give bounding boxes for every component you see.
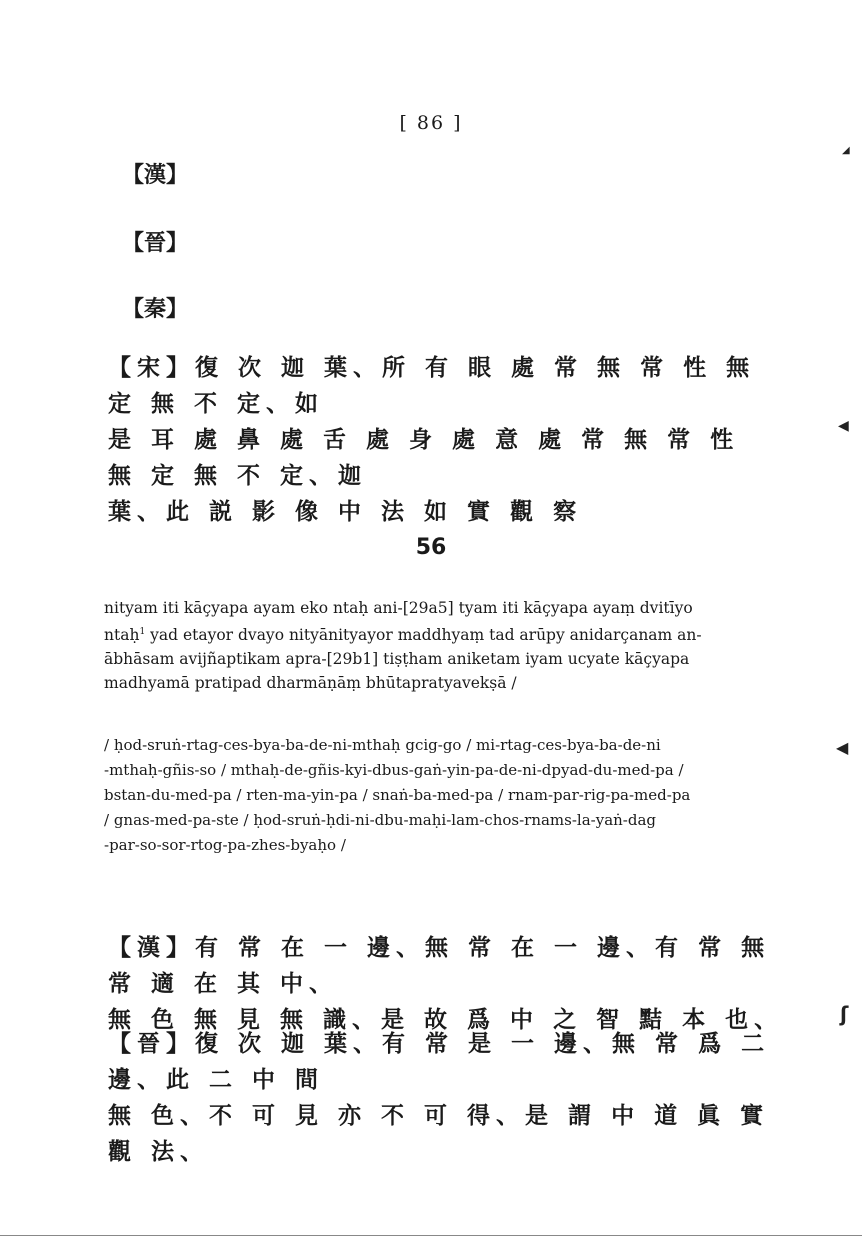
- page-number: [ 86 ]: [399, 112, 463, 134]
- tibetan-line: -mthaḥ-gñis-so / mthaḥ-de-gñis-kyi-dbus-gaṅ-yin-pa-de-ni-dpyad-du-med-pa /: [104, 761, 684, 779]
- scan-edge-line: [0, 1235, 862, 1236]
- song-line: 【宋】復 次 迦 葉、所 有 眼 處 常 無 常 性 無 定 無 不 定、如: [108, 354, 756, 417]
- footnote-marker: 1: [139, 627, 146, 637]
- song-line: 是 耳 處 鼻 處 舌 處 身 處 意 處 常 無 常 性 無 定 無 不 定、迦: [108, 426, 740, 489]
- song-translation: [108, 350, 768, 530]
- tibetan-line: / ḥod-sruṅ-rtag-ces-bya-ba-de-ni-mthaḥ gcig-go / mi-rtag-ces-bya-ba-de-ni: [104, 736, 661, 754]
- tibetan-line: -par-so-sor-rtog-pa-zhes-byaḥo /: [104, 836, 346, 854]
- jin-line: 無 色、不 可 見 亦 不 可 得、是 謂 中 道 眞 實 觀 法、: [108, 1102, 770, 1165]
- tibetan-line: bstan-du-med-pa / rten-ma-yin-pa / snaṅ-ba-med-pa / rnam-par-rig-pa-med-pa: [104, 786, 691, 804]
- section-number: 56: [415, 535, 447, 560]
- jin-translation: [108, 1026, 788, 1170]
- scan-mark: ◀: [838, 418, 849, 434]
- han-translation: [108, 930, 788, 1038]
- tibetan-text: [104, 733, 772, 858]
- sanskrit-line: nityam iti kāçyapa ayam eko ntaḥ ani-[29a5] tyam iti kāçyapa ayaṃ dvitīyo: [104, 599, 693, 617]
- sanskrit-line: ābhāsam avijñaptikam apra-[29b1] tiṣṭham aniketam iyam ucyate kāçyapa: [104, 650, 690, 669]
- tibetan-line: / gnas-med-pa-ste / ḥod-sruṅ-ḥdi-ni-dbu-maḥi-lam-chos-rnams-la-yaṅ-dag: [104, 811, 657, 829]
- song-line: 葉、此 説 影 像 中 法 如 實 觀 察: [108, 498, 583, 525]
- heading-jin: 【晉】: [122, 230, 189, 256]
- sanskrit-line: madhyamā pratipad dharmāṇāṃ bhūtapratyavekṣā /: [104, 674, 517, 693]
- scan-mark: ◢: [842, 145, 850, 156]
- han-line: 【漢】有 常 在 一 邊、無 常 在 一 邊、有 常 無 常 適 在 其 中、: [108, 934, 771, 997]
- sanskrit-text: [104, 596, 772, 695]
- heading-han: 【漢】: [122, 162, 189, 188]
- sanskrit-word: ntaḥ: [104, 626, 140, 645]
- scan-mark: ʃ: [840, 1002, 849, 1026]
- sanskrit-word: yad etayor dvayo nityānityayor maddhyaṃ tad arūpy anidarçanam an-: [145, 626, 702, 645]
- han-line: 無 色 無 見 無 識、是 故 爲 中 之 智 黠 本 也、: [108, 1006, 784, 1033]
- scan-mark: ◀: [836, 738, 849, 757]
- sanskrit-line: [104, 620, 772, 647]
- jin-line: 【晉】復 次 迦 葉、有 常 是 一 邊、無 常 爲 二 邊、此 二 中 間: [108, 1030, 771, 1093]
- heading-qin: 【秦】: [122, 296, 189, 322]
